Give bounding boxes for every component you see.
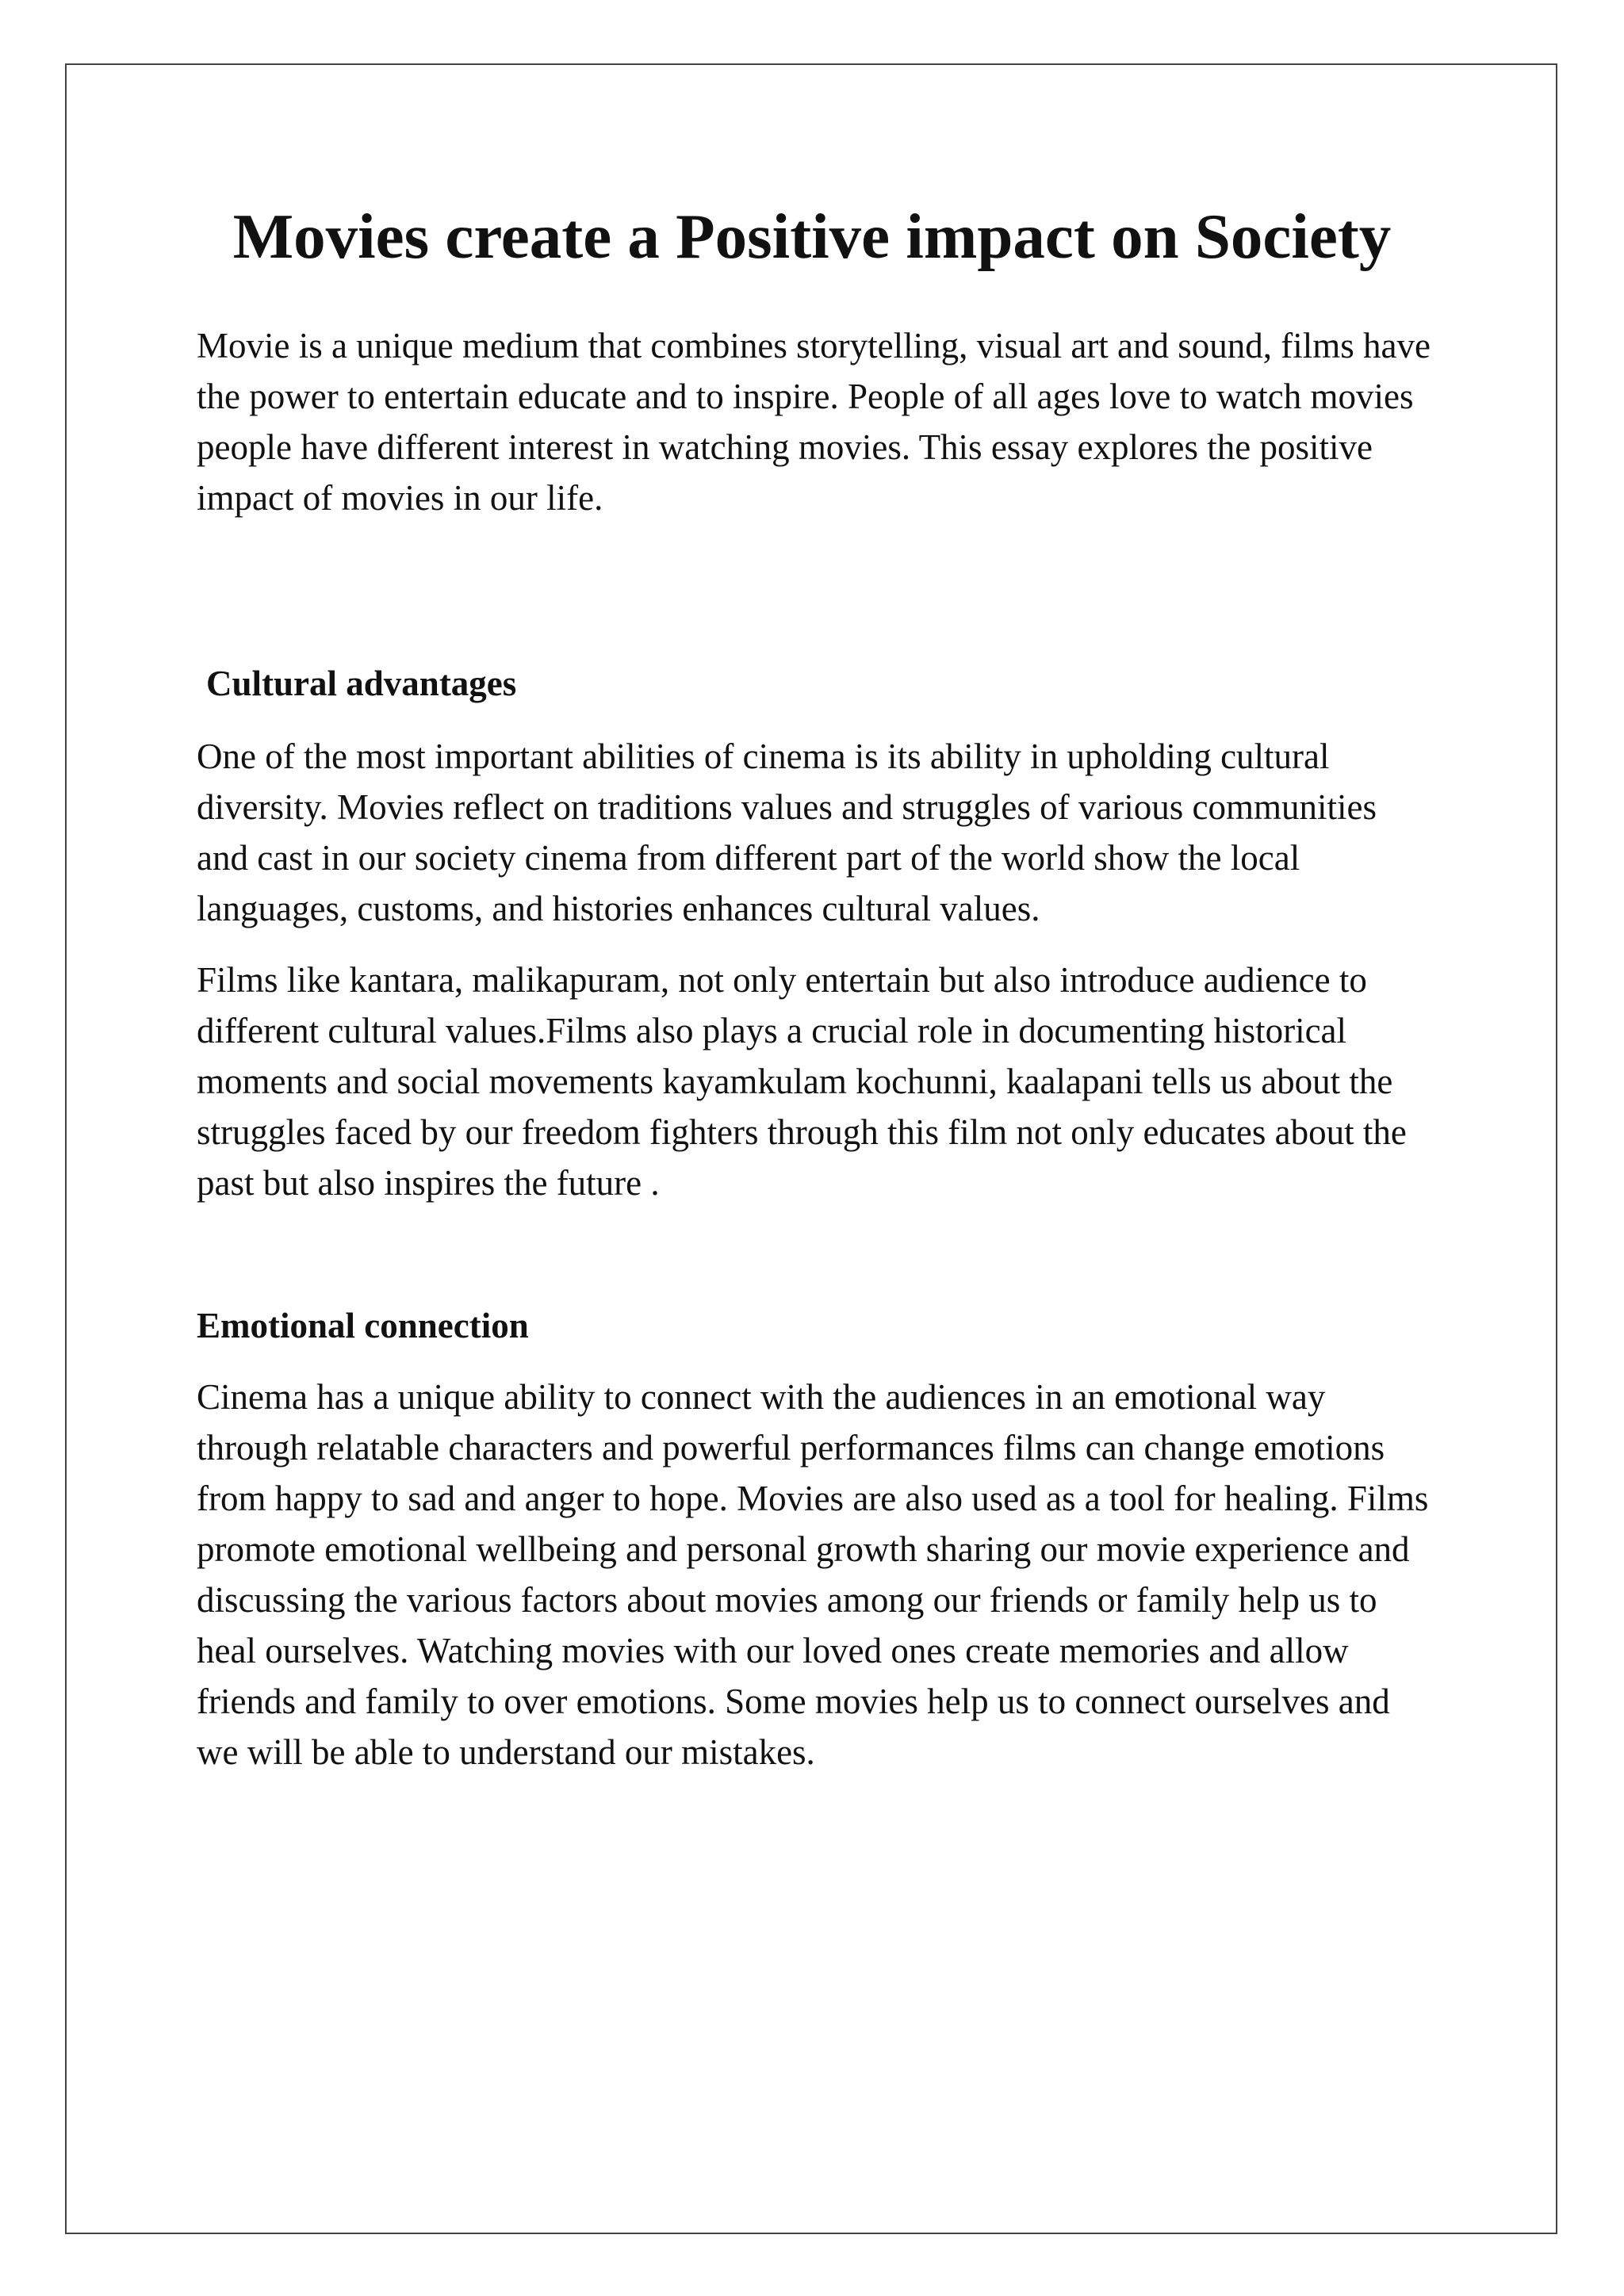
section-heading-cultural-advantages: Cultural advantages (206, 664, 517, 703)
section-heading-emotional-connection: Emotional connection (197, 1306, 529, 1345)
document-title: Movies create a Positive impact on Society (232, 201, 1392, 272)
intro-paragraph: Movie is a unique medium that combines storytelling, visual art and sound, films have the power to entertain educate and to inspire. People of all ages love to watch movies people have different interest in watching movies. This essay explores the positive impact of movies in our life. (197, 326, 1431, 518)
cultural-paragraph-1: One of the most important abilities of cinema is its ability in upholding cultural diversity. Movies reflect on traditions values and struggles of various communities and cast in our society cinema from different part of the world show the local languages, customs, and histories enhances cultural values. (197, 737, 1377, 928)
emotional-paragraph: Cinema has a unique ability to connect with the audiences in an emotional way through relatable characters and powerful performances films can change emotions from happy to sad and anger to hope. Movies are also used as a tool for healing. Films promote emotional wellbeing and personal growth sharing our movie experience and discussing the various factors about movies among our friends or family help us to heal ourselves. Watching movies with our loved ones create memories and allow friends and family to over emotions. Some movies help us to connect ourselves and we will be able to understand our mistakes. (197, 1377, 1429, 1772)
cultural-paragraph-2: Films like kantara, malikapuram, not only entertain but also introduce audience to different cultural values.Films also plays a crucial role in documenting historical moments and social movements kayamkulam kochunni, kaalapani tells us about the struggles faced by our freedom fighters through this film not only educates about the past but also inspires the future . (197, 960, 1407, 1203)
